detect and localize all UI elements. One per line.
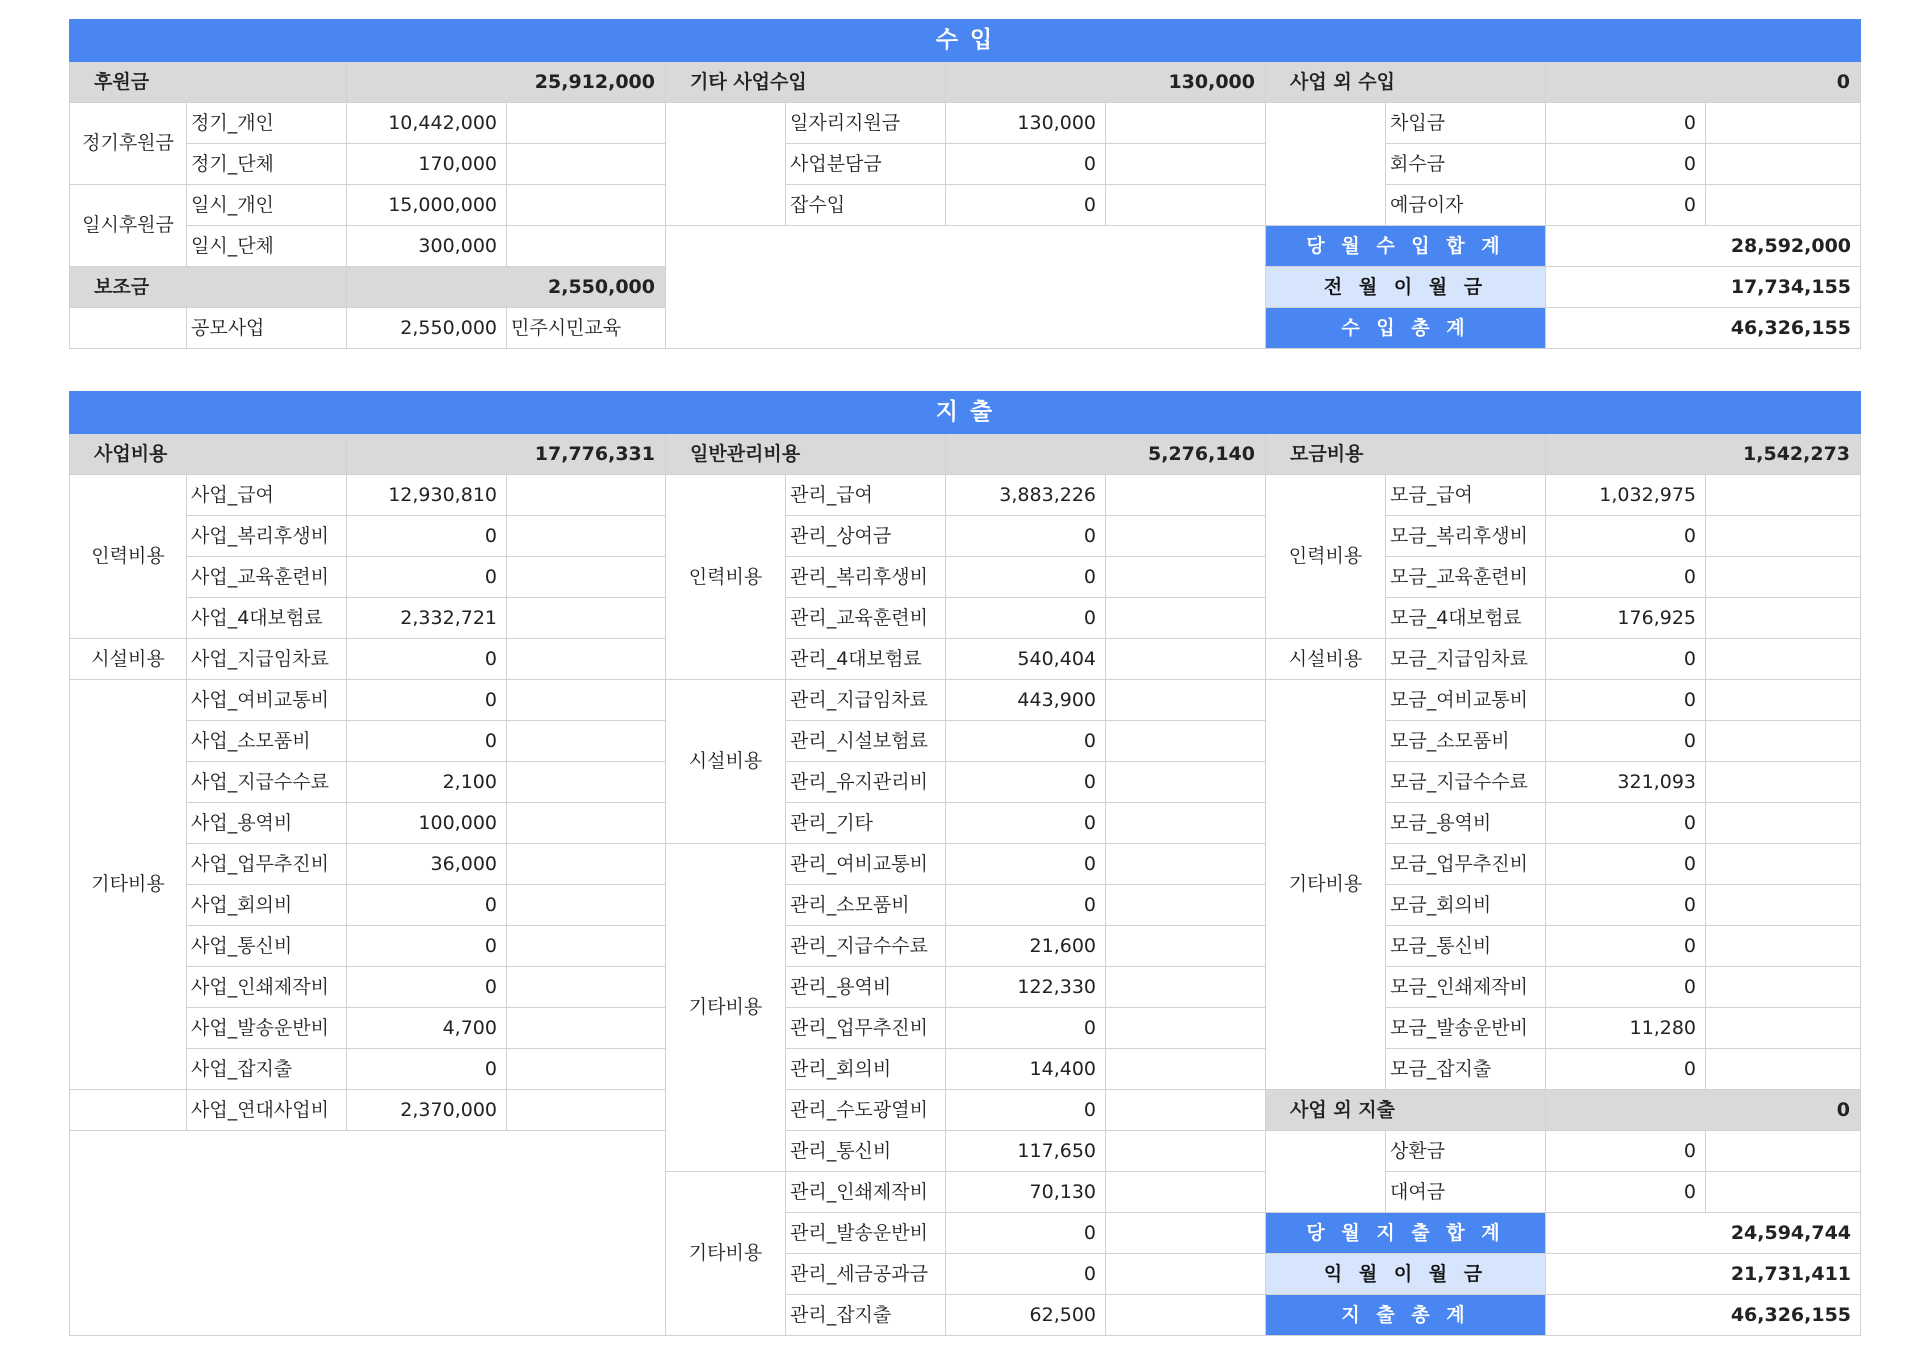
subsidy-total: 2,550,000 xyxy=(347,267,666,308)
income-item-value: 2,550,000 xyxy=(347,308,507,349)
expense-item-label: 관리_인쇄제작비 xyxy=(786,1172,946,1213)
expense-item-label: 모금_여비교통비 xyxy=(1386,680,1546,721)
expense-item-note xyxy=(1706,803,1861,844)
expense-item-value: 0 xyxy=(946,762,1106,803)
expense-item-note xyxy=(1706,516,1861,557)
expense-item-note xyxy=(1706,598,1861,639)
expense-item-value: 0 xyxy=(347,967,507,1008)
income-item-note xyxy=(507,185,666,226)
expense-item-value: 70,130 xyxy=(946,1172,1106,1213)
expense-item-note xyxy=(1106,639,1266,680)
expense-item-note xyxy=(507,1008,666,1049)
income-item-label: 일시_개인 xyxy=(187,185,347,226)
expense-item-label: 모금_인쇄제작비 xyxy=(1386,967,1546,1008)
expense-item-value: 2,100 xyxy=(347,762,507,803)
expense-item-label: 관리_회의비 xyxy=(786,1049,946,1090)
expense-item-value: 0 xyxy=(946,844,1106,885)
expense-item-label: 모금_발송운반비 xyxy=(1386,1008,1546,1049)
expense-item-value: 0 xyxy=(1546,967,1706,1008)
income-item-label: 차입금 xyxy=(1386,103,1546,144)
expense-item-label: 관리_4대보험료 xyxy=(786,639,946,680)
income-item-note xyxy=(1106,144,1266,185)
income-item-label: 일자리지원금 xyxy=(786,103,946,144)
expense-item-label: 관리_급여 xyxy=(786,475,946,516)
income-item-value: 0 xyxy=(946,144,1106,185)
expense-item-value: 36,000 xyxy=(347,844,507,885)
expense-item-value: 122,330 xyxy=(946,967,1106,1008)
expense-item-label: 관리_복리후생비 xyxy=(786,557,946,598)
subsidy-category-blank xyxy=(70,308,187,349)
expense-item-label: 관리_통신비 xyxy=(786,1131,946,1172)
expense-item-note xyxy=(1106,844,1266,885)
expense-item-label: 모금_업무추진비 xyxy=(1386,844,1546,885)
expense-item-label: 사업_급여 xyxy=(187,475,347,516)
expense-item-value: 0 xyxy=(946,557,1106,598)
expense-item-label: 모금_급여 xyxy=(1386,475,1546,516)
expense-item-value: 14,400 xyxy=(946,1049,1106,1090)
income-item-label: 예금이자 xyxy=(1386,185,1546,226)
expense-item-label: 관리_업무추진비 xyxy=(786,1008,946,1049)
expense-item-label: 사업_4대보험료 xyxy=(187,598,347,639)
expense-item-label: 관리_소모품비 xyxy=(786,885,946,926)
income-item-value: 0 xyxy=(1546,185,1706,226)
expense-item-value: 11,280 xyxy=(1546,1008,1706,1049)
expense-item-note xyxy=(1706,475,1861,516)
expense-item-label: 대여금 xyxy=(1386,1172,1546,1213)
income-item-value: 170,000 xyxy=(347,144,507,185)
expense-item-label: 모금_교육훈련비 xyxy=(1386,557,1546,598)
expense-item-value: 0 xyxy=(347,680,507,721)
expense-item-label: 사업_지급수수료 xyxy=(187,762,347,803)
monthly-expense-total-value: 24,594,744 xyxy=(1546,1213,1861,1254)
expense-item-value: 0 xyxy=(1546,680,1706,721)
carry-in-value: 17,734,155 xyxy=(1546,267,1861,308)
expense-item-value: 176,925 xyxy=(1546,598,1706,639)
expense-item-label: 사업_업무추진비 xyxy=(187,844,347,885)
expense-item-note xyxy=(1106,475,1266,516)
expense-item-label: 사업_발송운반비 xyxy=(187,1008,347,1049)
donation-total: 25,912,000 xyxy=(347,62,666,103)
expense-item-note xyxy=(507,926,666,967)
expense-item-note xyxy=(1106,1295,1266,1336)
expense-item-value: 0 xyxy=(347,721,507,762)
expense-item-note xyxy=(1106,1008,1266,1049)
expense-item-note xyxy=(1106,721,1266,762)
business-expense-total: 17,776,331 xyxy=(347,434,666,475)
expense-item-note xyxy=(507,1090,666,1131)
income-item-note xyxy=(1106,185,1266,226)
expense-item-value: 0 xyxy=(1546,1131,1706,1172)
income-item-label: 정기_단체 xyxy=(187,144,347,185)
expense-item-value: 4,700 xyxy=(347,1008,507,1049)
expense-item-value: 0 xyxy=(1546,1172,1706,1213)
expense-grand-total-label: 지 출 총 계 xyxy=(1266,1295,1546,1336)
expense-item-label: 사업_회의비 xyxy=(187,885,347,926)
expense-item-label: 관리_기타 xyxy=(786,803,946,844)
expense-item-note xyxy=(1706,967,1861,1008)
expense-item-note xyxy=(1706,762,1861,803)
expense-item-note xyxy=(507,844,666,885)
expense-item-note xyxy=(507,1049,666,1090)
expense-item-label: 사업_복리후생비 xyxy=(187,516,347,557)
expense-item-note xyxy=(507,639,666,680)
expense-item-value: 0 xyxy=(1546,721,1706,762)
expense-item-label: 관리_유지관리비 xyxy=(786,762,946,803)
expense-banner: 지 출 xyxy=(70,392,1861,434)
expense-item-label: 모금_4대보험료 xyxy=(1386,598,1546,639)
expense-item-value: 117,650 xyxy=(946,1131,1106,1172)
business-other-category: 기타비용 xyxy=(70,680,187,1090)
expense-item-label: 사업_지급임차료 xyxy=(187,639,347,680)
income-item-value: 15,000,000 xyxy=(347,185,507,226)
expense-item-label: 상환금 xyxy=(1386,1131,1546,1172)
fundraising-facility-category: 시설비용 xyxy=(1266,639,1386,680)
expense-item-note xyxy=(1106,1172,1266,1213)
expense-item-label: 사업_교육훈련비 xyxy=(187,557,347,598)
fundraising-expense-total: 1,542,273 xyxy=(1546,434,1861,475)
income-item-note xyxy=(1706,103,1861,144)
expense-item-value: 0 xyxy=(347,1049,507,1090)
expense-item-note xyxy=(1706,1131,1861,1172)
expense-item-note xyxy=(507,885,666,926)
income-item-note: 민주시민교육 xyxy=(507,308,666,349)
expense-item-value: 0 xyxy=(347,639,507,680)
expense-item-value: 62,500 xyxy=(946,1295,1106,1336)
business-labor-category: 인력비용 xyxy=(70,475,187,639)
expense-item-label: 관리_교육훈련비 xyxy=(786,598,946,639)
income-banner: 수 입 xyxy=(70,20,1861,62)
expense-item-value: 12,930,810 xyxy=(347,475,507,516)
expense-item-note xyxy=(1106,803,1266,844)
income-item-value: 0 xyxy=(1546,144,1706,185)
expense-item-note xyxy=(1706,639,1861,680)
donation-header: 후원금 xyxy=(70,62,347,103)
expense-item-value: 0 xyxy=(946,1090,1106,1131)
expense-item-note xyxy=(1106,557,1266,598)
income-blank-area xyxy=(666,226,1266,349)
expense-item-label: 관리_시설보험료 xyxy=(786,721,946,762)
expense-item-label: 사업_연대사업비 xyxy=(187,1090,347,1131)
expense-item-note xyxy=(1706,926,1861,967)
expense-item-label: 사업_잡지출 xyxy=(187,1049,347,1090)
expense-item-label: 사업_용역비 xyxy=(187,803,347,844)
expense-item-value: 100,000 xyxy=(347,803,507,844)
income-item-note xyxy=(1106,103,1266,144)
expense-item-value: 0 xyxy=(347,885,507,926)
expense-item-note xyxy=(1106,680,1266,721)
expense-grand-total-value: 46,326,155 xyxy=(1546,1295,1861,1336)
expense-item-label: 모금_통신비 xyxy=(1386,926,1546,967)
non-business-income-header: 사업 외 수입 xyxy=(1266,62,1546,103)
carry-out-value: 21,731,411 xyxy=(1546,1254,1861,1295)
income-grand-total-label: 수 입 총 계 xyxy=(1266,308,1546,349)
admin-facility-category: 시설비용 xyxy=(666,680,786,844)
expense-item-label: 관리_세금공과금 xyxy=(786,1254,946,1295)
income-item-label: 일시_단체 xyxy=(187,226,347,267)
expense-item-value: 2,370,000 xyxy=(347,1090,507,1131)
expense-item-value: 540,404 xyxy=(946,639,1106,680)
expense-item-note xyxy=(1106,1131,1266,1172)
monthly-expense-total-label: 당 월 지 출 합 계 xyxy=(1266,1213,1546,1254)
income-grand-total-value: 46,326,155 xyxy=(1546,308,1861,349)
expense-item-label: 사업_소모품비 xyxy=(187,721,347,762)
expense-item-value: 0 xyxy=(1546,885,1706,926)
expense-item-value: 0 xyxy=(347,516,507,557)
income-item-label: 잡수입 xyxy=(786,185,946,226)
expense-item-value: 443,900 xyxy=(946,680,1106,721)
income-item-label: 공모사업 xyxy=(187,308,347,349)
expense-item-note xyxy=(1706,1172,1861,1213)
subsidy-header: 보조금 xyxy=(70,267,347,308)
non-business-expense-total: 0 xyxy=(1546,1090,1861,1131)
expense-item-note xyxy=(1706,1008,1861,1049)
income-item-value: 0 xyxy=(1546,103,1706,144)
expense-item-value: 0 xyxy=(347,557,507,598)
admin-other-category-1: 기타비용 xyxy=(666,844,786,1172)
expense-item-note xyxy=(1106,1254,1266,1295)
income-item-value: 10,442,000 xyxy=(347,103,507,144)
expense-item-note xyxy=(507,803,666,844)
expense-item-label: 모금_회의비 xyxy=(1386,885,1546,926)
monthly-income-total-value: 28,592,000 xyxy=(1546,226,1861,267)
expense-item-note xyxy=(1106,967,1266,1008)
expense-item-value: 0 xyxy=(1546,557,1706,598)
expense-item-note xyxy=(1106,1213,1266,1254)
expense-item-value: 0 xyxy=(946,1008,1106,1049)
income-item-note xyxy=(1706,144,1861,185)
expense-item-label: 모금_지급임차료 xyxy=(1386,639,1546,680)
expense-item-value: 2,332,721 xyxy=(347,598,507,639)
admin-labor-category: 인력비용 xyxy=(666,475,786,680)
income-item-value: 130,000 xyxy=(946,103,1106,144)
expense-item-value: 1,032,975 xyxy=(1546,475,1706,516)
expense-item-value: 0 xyxy=(946,1213,1106,1254)
expense-item-note xyxy=(507,557,666,598)
expense-item-label: 사업_여비교통비 xyxy=(187,680,347,721)
expense-item-value: 21,600 xyxy=(946,926,1106,967)
expense-item-value: 3,883,226 xyxy=(946,475,1106,516)
expense-item-value: 0 xyxy=(1546,803,1706,844)
income-item-note xyxy=(1706,185,1861,226)
expense-item-label: 모금_지급수수료 xyxy=(1386,762,1546,803)
admin-expense-total: 5,276,140 xyxy=(946,434,1266,475)
expense-item-label: 관리_상여금 xyxy=(786,516,946,557)
expense-item-value: 0 xyxy=(347,926,507,967)
expense-item-value: 0 xyxy=(946,885,1106,926)
regular-donation-category: 정기후원금 xyxy=(70,103,187,185)
monthly-income-total-label: 당 월 수 입 합 계 xyxy=(1266,226,1546,267)
expense-item-note xyxy=(507,762,666,803)
expense-item-value: 0 xyxy=(1546,516,1706,557)
expense-item-label: 관리_지급임차료 xyxy=(786,680,946,721)
expense-item-label: 모금_소모품비 xyxy=(1386,721,1546,762)
other-business-income-total: 130,000 xyxy=(946,62,1266,103)
expense-item-note xyxy=(1706,680,1861,721)
expense-item-value: 0 xyxy=(946,721,1106,762)
income-item-label: 사업분담금 xyxy=(786,144,946,185)
business-facility-category: 시설비용 xyxy=(70,639,187,680)
expense-item-value: 0 xyxy=(1546,844,1706,885)
non-business-blank xyxy=(1266,103,1386,226)
non-business-income-total: 0 xyxy=(1546,62,1861,103)
expense-item-label: 모금_용역비 xyxy=(1386,803,1546,844)
fundraising-other-category: 기타비용 xyxy=(1266,680,1386,1090)
expense-item-value: 0 xyxy=(1546,1049,1706,1090)
expense-item-label: 사업_통신비 xyxy=(187,926,347,967)
expense-item-label: 관리_여비교통비 xyxy=(786,844,946,885)
admin-other-category-2: 기타비용 xyxy=(666,1172,786,1336)
income-item-note xyxy=(507,144,666,185)
expense-item-label: 관리_지급수수료 xyxy=(786,926,946,967)
carry-out-label: 익 월 이 월 금 xyxy=(1266,1254,1546,1295)
expense-item-note xyxy=(507,516,666,557)
other-business-income-header: 기타 사업수입 xyxy=(666,62,946,103)
income-item-label: 회수금 xyxy=(1386,144,1546,185)
expense-item-note xyxy=(1706,844,1861,885)
expense-item-note xyxy=(1706,885,1861,926)
income-table xyxy=(69,19,1861,349)
expense-item-value: 0 xyxy=(946,516,1106,557)
expense-item-value: 0 xyxy=(1546,926,1706,967)
expense-item-value: 0 xyxy=(1546,639,1706,680)
expense-item-label: 관리_잡지출 xyxy=(786,1295,946,1336)
income-item-note xyxy=(507,226,666,267)
expense-item-note xyxy=(1106,598,1266,639)
income-item-value: 0 xyxy=(946,185,1106,226)
carry-in-label: 전 월 이 월 금 xyxy=(1266,267,1546,308)
expense-item-note xyxy=(507,598,666,639)
expense-item-label: 사업_인쇄제작비 xyxy=(187,967,347,1008)
expense-item-label: 관리_발송운반비 xyxy=(786,1213,946,1254)
income-item-value: 300,000 xyxy=(347,226,507,267)
expense-item-note xyxy=(1706,1049,1861,1090)
other-business-blank xyxy=(666,103,786,226)
expense-item-note xyxy=(1106,1049,1266,1090)
expense-item-note xyxy=(1106,516,1266,557)
expense-item-label: 모금_복리후생비 xyxy=(1386,516,1546,557)
expense-item-note xyxy=(1106,926,1266,967)
expense-item-value: 321,093 xyxy=(1546,762,1706,803)
expense-item-value: 0 xyxy=(946,1254,1106,1295)
expense-item-note xyxy=(507,680,666,721)
expense-item-note xyxy=(507,967,666,1008)
business-expense-header: 사업비용 xyxy=(70,434,347,475)
expense-item-value: 0 xyxy=(946,803,1106,844)
non-business-expense-header: 사업 외 지출 xyxy=(1266,1090,1546,1131)
solidarity-category-blank xyxy=(70,1090,187,1131)
expense-item-label: 관리_수도광열비 xyxy=(786,1090,946,1131)
onetime-donation-category: 일시후원금 xyxy=(70,185,187,267)
expense-item-note xyxy=(1106,762,1266,803)
expense-item-note xyxy=(1706,721,1861,762)
expense-table xyxy=(69,391,1861,1336)
admin-expense-header: 일반관리비용 xyxy=(666,434,946,475)
expense-item-note xyxy=(1106,885,1266,926)
expense-item-note xyxy=(1106,1090,1266,1131)
expense-item-note xyxy=(507,721,666,762)
expense-item-note xyxy=(1706,557,1861,598)
expense-item-value: 0 xyxy=(946,598,1106,639)
income-item-note xyxy=(507,103,666,144)
fundraising-labor-category: 인력비용 xyxy=(1266,475,1386,639)
expense-item-label: 모금_잡지출 xyxy=(1386,1049,1546,1090)
expense-item-note xyxy=(507,475,666,516)
income-item-label: 정기_개인 xyxy=(187,103,347,144)
fundraising-expense-header: 모금비용 xyxy=(1266,434,1546,475)
expense-item-label: 관리_용역비 xyxy=(786,967,946,1008)
expense-blank-area xyxy=(70,1131,666,1336)
non-business-expense-blank xyxy=(1266,1131,1386,1213)
